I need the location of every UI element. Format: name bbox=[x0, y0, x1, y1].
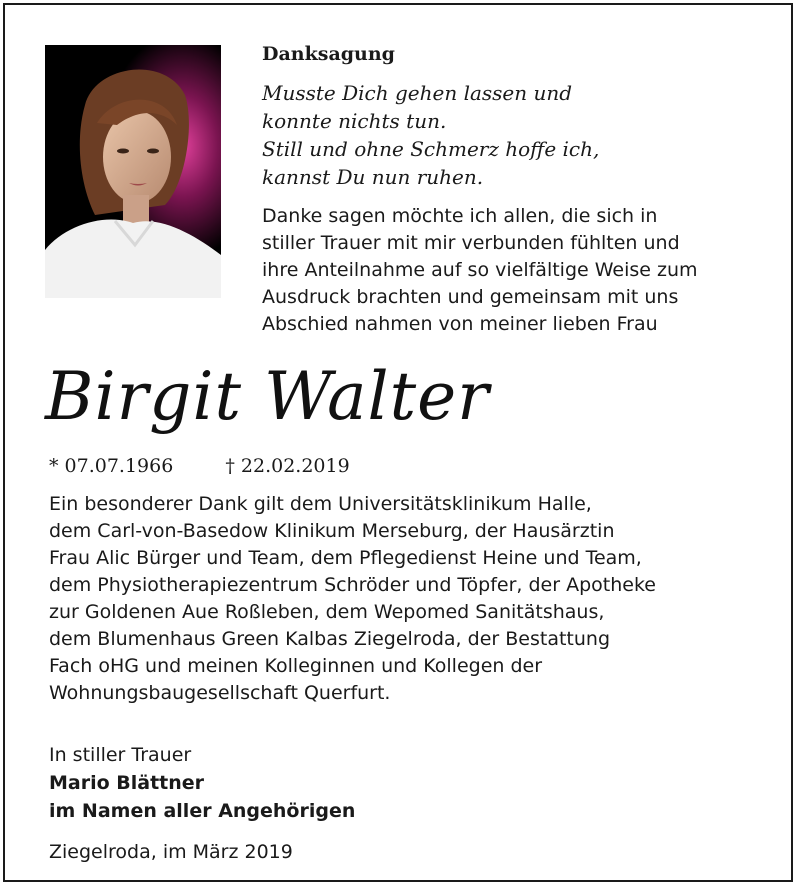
thanks-line: Fach oHG und meinen Kolleginnen und Kollegen der bbox=[49, 655, 543, 677]
thanks-line: Frau Alic Bürger und Team, dem Pflegedienst Heine und Team, bbox=[49, 547, 642, 569]
birth-date: * 07.07.1966 bbox=[49, 455, 174, 477]
mourning-intro: In stiller Trauer bbox=[49, 744, 192, 766]
thanks-line: dem Blumenhaus Green Kalbas Ziegelroda, der Bestattung bbox=[49, 628, 611, 650]
obituary-notice bbox=[3, 3, 793, 882]
notice-heading: Danksagung bbox=[262, 43, 395, 65]
deceased-name: Birgit Walter bbox=[45, 358, 490, 435]
place-date: Ziegelroda, im März 2019 bbox=[49, 841, 293, 863]
mourners bbox=[49, 741, 355, 825]
poem-line: Still und ohne Schmerz hoffe ich, bbox=[262, 137, 600, 161]
death-date: † 22.02.2019 bbox=[225, 455, 350, 477]
thanks-text bbox=[49, 491, 656, 707]
poem bbox=[262, 79, 599, 191]
poem-line: Musste Dich gehen lassen und bbox=[262, 81, 573, 105]
intro-line: Ausdruck brachten und gemeinsam mit uns bbox=[262, 286, 679, 308]
mourner-name: Mario Blättner bbox=[49, 772, 205, 794]
thanks-line: dem Carl-von-Basedow Klinikum Merseburg, der Hausärztin bbox=[49, 520, 615, 542]
life-dates bbox=[49, 455, 350, 477]
mourner-note: im Namen aller Angehörigen bbox=[49, 800, 356, 822]
thanks-line: zur Goldenen Aue Roßleben, dem Wepomed Sanitätshaus, bbox=[49, 601, 605, 623]
portrait-illustration bbox=[45, 45, 221, 298]
poem-line: konnte nichts tun. bbox=[262, 109, 447, 133]
intro-line: Abschied nahmen von meiner lieben Frau bbox=[262, 313, 658, 335]
thanks-line: Wohnungsbaugesellschaft Querfurt. bbox=[49, 682, 391, 704]
intro-line: Danke sagen möchte ich allen, die sich in bbox=[262, 205, 658, 227]
portrait-photo bbox=[45, 45, 221, 298]
intro-line: stiller Trauer mit mir verbunden fühlten und bbox=[262, 232, 680, 254]
intro-text bbox=[262, 203, 698, 338]
thanks-line: dem Physiotherapiezentrum Schröder und Töpfer, der Apotheke bbox=[49, 574, 656, 596]
intro-line: ihre Anteilnahme auf so vielfältige Weise zum bbox=[262, 259, 698, 281]
thanks-line: Ein besonderer Dank gilt dem Universitätsklinikum Halle, bbox=[49, 493, 592, 515]
poem-line: kannst Du nun ruhen. bbox=[262, 165, 484, 189]
